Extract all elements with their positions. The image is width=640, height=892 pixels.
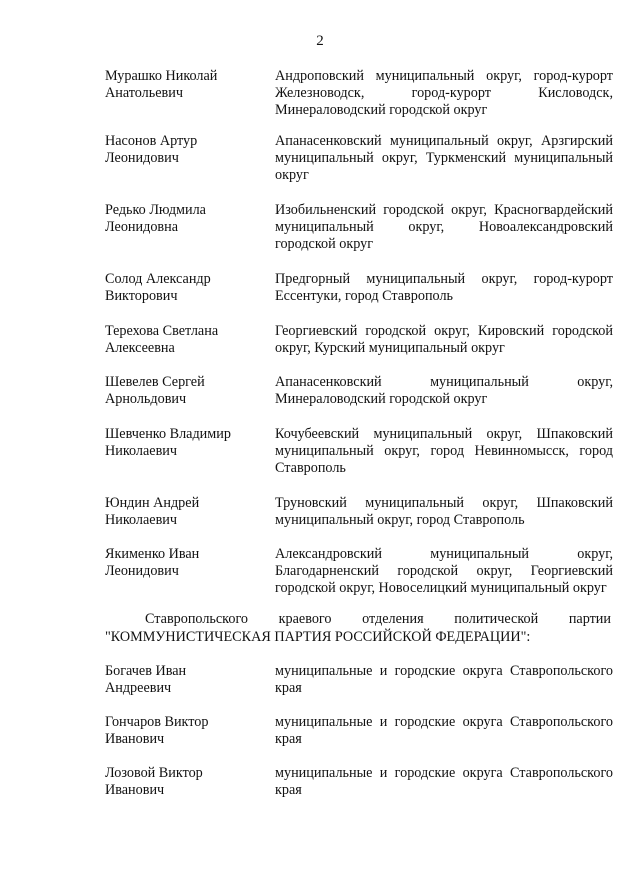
- candidate-districts: Кочубеевский муниципальный округ, Шпаковский муниципальный округ, город Невинномысск, город Ставрополь: [275, 426, 613, 476]
- candidate-districts: Андроповский муниципальный округ, город-курорт Железноводск, город-курорт Кисловодск, Минераловодский городской округ: [275, 68, 613, 118]
- candidate-districts: Георгиевский городской округ, Кировский городской округ, Курский муниципальный округ: [275, 323, 613, 356]
- candidate-districts: Изобильненский городской округ, Красногвардейский муниципальный округ, Новоалександровский городской округ: [275, 202, 613, 252]
- party-heading: Ставропольского краевого отделения политической партии "КОММУНИСТИЧЕСКАЯ ПАРТИЯ РОССИЙСКОЙ ФЕДЕРАЦИИ":: [105, 611, 611, 645]
- candidate-name: [105, 374, 270, 408]
- candidate-districts: Александровский муниципальный округ, Благодарненский городской округ, Георгиевский городской округ, Новоселицкий муниципальный округ: [275, 546, 613, 596]
- candidate-patronymic: Анатольевич: [105, 85, 183, 101]
- candidate-surname-first: Мурашко Николай: [105, 68, 218, 84]
- candidate-patronymic: Иванович: [105, 782, 165, 798]
- candidate-name: [105, 68, 270, 102]
- candidate-surname-first: Лозовой Виктор: [105, 765, 203, 781]
- candidate-surname-first: Гончаров Виктор: [105, 714, 209, 730]
- candidate-surname-first: Солод Александр: [105, 271, 211, 287]
- candidate-districts: муниципальные и городские округа Ставропольского края: [275, 714, 613, 747]
- candidate-districts: Труновский муниципальный округ, Шпаковский муниципальный округ, город Ставрополь: [275, 495, 613, 528]
- candidate-surname-first: Богачев Иван: [105, 663, 187, 679]
- candidate-surname-first: Редько Людмила: [105, 202, 206, 218]
- candidate-districts: муниципальные и городские округа Ставропольского края: [275, 765, 613, 798]
- candidate-surname-first: Терехова Светлана: [105, 323, 219, 339]
- candidate-districts: Предгорный муниципальный округ, город-курорт Ессентуки, город Ставрополь: [275, 271, 613, 304]
- candidate-name: [105, 426, 270, 460]
- candidate-patronymic: Викторович: [105, 288, 178, 304]
- candidate-patronymic: Иванович: [105, 731, 165, 747]
- candidate-surname-first: Юндин Андрей: [105, 495, 200, 511]
- candidate-surname-first: Якименко Иван: [105, 546, 200, 562]
- candidate-name: [105, 765, 270, 799]
- candidate-districts: Апанасенковский муниципальный округ, Минераловодский городской округ: [275, 374, 613, 407]
- candidate-districts: Апанасенковский муниципальный округ, Арзгирский муниципальный округ, Туркменский муниципальный округ: [275, 133, 613, 183]
- candidate-patronymic: Леонидович: [105, 150, 179, 166]
- candidate-patronymic: Леонидовна: [105, 219, 179, 235]
- candidate-patronymic: Николаевич: [105, 443, 178, 459]
- candidate-name: [105, 495, 270, 529]
- candidate-patronymic: Андреевич: [105, 680, 172, 696]
- candidate-patronymic: Николаевич: [105, 512, 178, 528]
- page-number: 2: [316, 33, 324, 49]
- candidate-surname-first: Шевченко Владимир: [105, 426, 231, 442]
- candidate-name: [105, 202, 270, 236]
- candidate-surname-first: Насонов Артур: [105, 133, 198, 149]
- candidate-patronymic: Леонидович: [105, 563, 179, 579]
- candidate-surname-first: Шевелев Сергей: [105, 374, 205, 390]
- candidate-name: [105, 271, 270, 305]
- candidate-name: [105, 323, 270, 357]
- candidate-name: [105, 133, 270, 167]
- candidate-name: [105, 546, 270, 580]
- candidate-patronymic: Алексеевна: [105, 340, 175, 356]
- candidate-name: [105, 714, 270, 748]
- candidate-name: [105, 663, 270, 697]
- candidate-districts: муниципальные и городские округа Ставропольского края: [275, 663, 613, 696]
- candidate-patronymic: Арнольдович: [105, 391, 187, 407]
